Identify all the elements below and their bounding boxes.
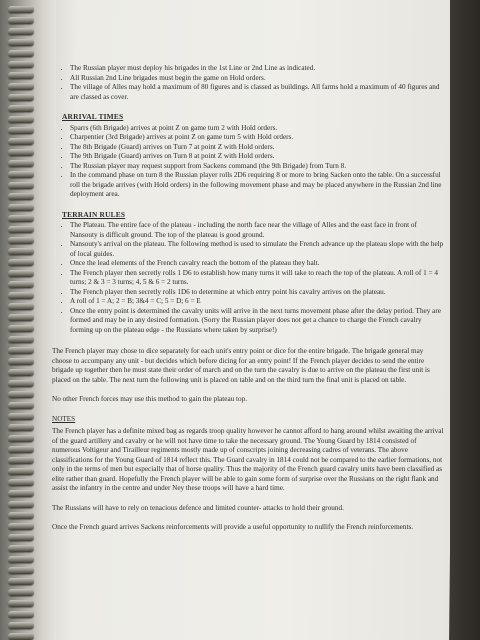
binding-coil bbox=[8, 567, 34, 574]
arrival-times-heading: ARRIVAL TIMES bbox=[62, 112, 124, 121]
binding-coil bbox=[8, 501, 34, 508]
binding-coil bbox=[8, 380, 34, 387]
binding-coil bbox=[8, 61, 34, 68]
list-item: • The French player then secretly rolls 1 D6 to establish how many turns it will take to reach the top of the plateau. A roll of 1 = 4 turns; 2 & 3 = 3 turns; 4, 5 & 6 = 2 turns. bbox=[70, 269, 444, 288]
binding-coil bbox=[8, 215, 34, 222]
arrival-times-list bbox=[52, 124, 444, 200]
list-item: • Once the lead elements of the French cavalry reach the bottom of the plateau they halt. bbox=[70, 259, 444, 269]
list-item: • Sparrs (6th Brigade) arrives at point Z on game turn 2 with Hold orders. bbox=[70, 124, 444, 134]
binding-coil bbox=[8, 6, 34, 13]
binding-coil bbox=[8, 578, 34, 585]
page-content bbox=[52, 64, 444, 543]
binding-coil bbox=[8, 325, 34, 332]
list-item: • In the command phase on turn 8 the Russian player rolls 2D6 requiring 8 or more to bring Sacken onto the table. On a successful roll the brigade arrives (with Hold orders) in the following movement phase and may be placed anywhere in the Russian 2nd line deployment area. bbox=[70, 171, 444, 200]
binding-coil bbox=[8, 556, 34, 563]
binding-coil bbox=[8, 72, 34, 79]
binding-coil bbox=[8, 490, 34, 497]
terrain-rules-heading: TERRAIN RULES bbox=[62, 209, 126, 219]
binding-coil bbox=[8, 523, 34, 530]
list-item: • The Russian player must deploy his brigades in the 1st Line or 2nd Line as indicated. bbox=[70, 64, 444, 74]
list-item: • The 9th Brigade (Guard) arrives on Turn 8 at point Z with Hold orders. bbox=[70, 152, 444, 162]
list-item: • The French player then secretly rolls 1D6 to determine at which entry point his cavalry arrives on the plateau. bbox=[70, 288, 444, 298]
binding-coil bbox=[8, 50, 34, 57]
binding-coil bbox=[8, 237, 34, 244]
binding-coil bbox=[8, 600, 34, 607]
list-item: • All Russian 2nd Line brigades must begin the game on Hold orders. bbox=[70, 74, 444, 84]
list-item: • The Russian player may request support from Sackens command (the 9th Brigade) from Turn 8. bbox=[70, 162, 444, 172]
paragraph: The French player has a definite mixed bag as regards troop quality however he cannot afford to hang around whilst awaiting the arrival of the guard artillery and cavalry or he will not have time to take the necessary ground. The Young Guard by 1814 consisted of numerous Voltigeur and Tirailleur regiments mostly made up of conscripts joining decreasing cadres of veterans. The above classifications for the Young Guard of 1814 reflect this. The Guard cavalry in 1814 could not be compared to the earlier formations, not only in the terms of men but especially that of horse quality. Thus the majority of the French guard cavalry units have been classified as elite rather than guard. Hopefully the French player will be able to gain some form of surprise over the Russians on the right flank and assist the infantry in the centre and under Ney these troops will have a hard time. bbox=[52, 427, 444, 492]
binding-coil bbox=[8, 358, 34, 365]
binding-coil bbox=[8, 105, 34, 112]
list-item: • The 8th Brigade (Guard) arrives on Turn 7 at point Z with Hold orders. bbox=[70, 143, 444, 153]
deployment-list bbox=[52, 64, 444, 102]
binding-coil bbox=[8, 534, 34, 541]
terrain-rules-list bbox=[52, 221, 444, 335]
binding-coil bbox=[8, 204, 34, 211]
paragraph: The Russians will have to rely on tenacious defence and limited counter- attacks to hold their ground. bbox=[52, 503, 344, 512]
paragraph: Once the French guard arrives Sackens reinforcements will provide a useful opportunity to nullify the French reinforcements. bbox=[52, 523, 414, 531]
binding-coil bbox=[8, 28, 34, 35]
binding-coil bbox=[8, 270, 34, 277]
binding-coil bbox=[8, 149, 34, 156]
binding-coil bbox=[8, 402, 34, 409]
binding-coil bbox=[8, 446, 34, 453]
binding-coil bbox=[8, 83, 34, 90]
binding-coil bbox=[8, 303, 34, 310]
binding-coil bbox=[8, 292, 34, 299]
paragraph: No other French forces may use this method to gain the plateau top. bbox=[52, 395, 248, 403]
binding-coil bbox=[8, 468, 34, 475]
binding-coil bbox=[8, 160, 34, 167]
binding-coil bbox=[8, 424, 34, 431]
binding-coil bbox=[8, 248, 34, 255]
list-item: • The Plateau. The entire face of the plateau - including the north face near the village of Alles and the east face in front of Nansouty is difficult ground. The top of the plateau is good ground. bbox=[70, 221, 444, 240]
binding-coil bbox=[8, 347, 34, 354]
binding-coil bbox=[8, 17, 34, 24]
binding-coil bbox=[8, 435, 34, 442]
binding-coil bbox=[8, 545, 34, 552]
binding-coil bbox=[8, 589, 34, 596]
binding-coil bbox=[8, 413, 34, 420]
binding-coil bbox=[8, 116, 34, 123]
list-item: • Charpentier (3rd Brigade) arrives at point Z on game turn 5 with Hold orders. bbox=[70, 133, 444, 143]
binding-coil bbox=[8, 457, 34, 464]
binding-coil bbox=[8, 622, 34, 629]
binding-coil bbox=[8, 391, 34, 398]
binding-coil bbox=[8, 281, 34, 288]
binding-coil bbox=[8, 336, 34, 343]
binding-coil bbox=[8, 39, 34, 46]
binding-coil bbox=[8, 611, 34, 618]
binding-coil bbox=[8, 633, 34, 640]
binding-coil bbox=[8, 138, 34, 145]
binding-coil bbox=[8, 182, 34, 189]
binding-coil bbox=[8, 171, 34, 178]
binding-coil bbox=[8, 479, 34, 486]
binding-coil bbox=[8, 94, 34, 101]
list-item: • Nansouty's arrival on the plateau. The following method is used to simulate the French advance up the plateau slope with the help of local guides. bbox=[70, 240, 444, 259]
binding-coil bbox=[8, 193, 34, 200]
binding-coil bbox=[8, 314, 34, 321]
binding-coil bbox=[8, 127, 34, 134]
binding-coil bbox=[8, 226, 34, 233]
spiral-binding bbox=[0, 0, 56, 640]
list-item: • A roll of 1 = A; 2 = B; 3&4 = C; 5 = D; 6 = E bbox=[70, 297, 444, 307]
list-item: • Once the entry point is determined the cavalry units will arrive in the next turns movement phase after the delay period. They are formed and may be in any desired formation. (Sorry the Russian player does not get a chance to charge the French cavalry forming up on the plateau edge - the Russians where taken by surprise!) bbox=[70, 307, 444, 336]
binding-coil bbox=[8, 369, 34, 376]
table-edge bbox=[450, 0, 480, 640]
list-item: • The village of Alles may hold a maximum of 80 figures and is classed as buildings. All farms hold a maximum of 40 figures and are classed as cover. bbox=[70, 83, 444, 102]
binding-coil bbox=[8, 259, 34, 266]
binding-coil bbox=[8, 512, 34, 519]
paragraph: The French player may chose to dice separately for each unit's entry point or dice for the entire brigade. The brigade general may choose to accompany any unit - but decides which before dicing for an entry point! If the French player decides to send the entire brigade up together then he must state their order of march and on the turn the cavalry is due to arrive on the plateau the first unit is placed on the table. The next turn the following unit is placed on table and on the third turn the final unit is placed on table. bbox=[52, 347, 430, 384]
notes-heading: NOTES bbox=[52, 414, 76, 423]
